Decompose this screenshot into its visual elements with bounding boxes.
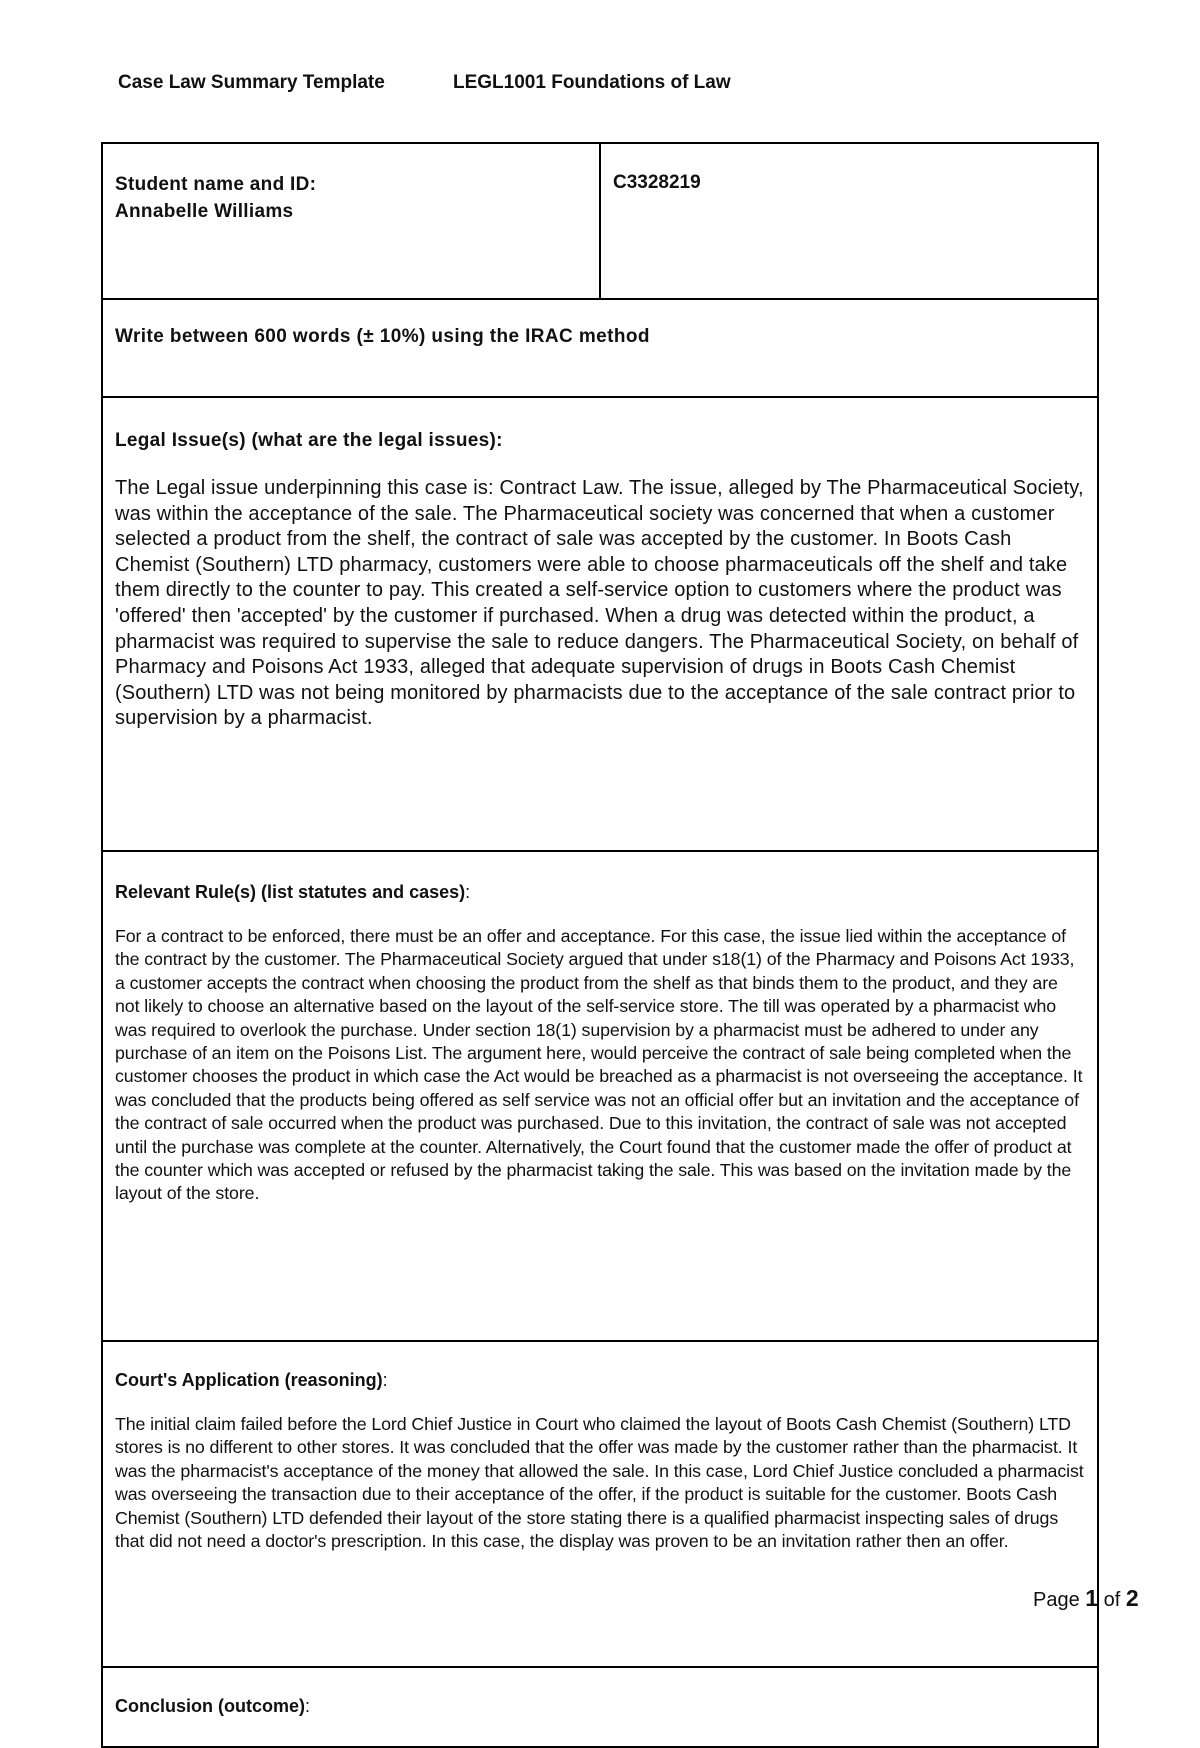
court-application-heading <box>115 1370 1085 1391</box>
student-name: Annabelle Williams <box>115 200 294 222</box>
conclusion-colon: : <box>305 1696 311 1716</box>
total-pages: 2 <box>1125 1585 1139 1611</box>
student-row <box>102 143 1098 299</box>
relevant-rules-colon: : <box>465 882 471 902</box>
conclusion-cell <box>102 1667 1098 1747</box>
page-number <box>1033 1585 1139 1612</box>
legal-issue-text: The Legal issue underpinning this case is: Contract Law. The issue, alleged by The Pharmaceutical Society, was within the acceptance of the sale. The Pharmaceutical society was concerned that when a customer selected a product from the shelf, the contract of sale was accepted by the customer. In Boots Cash Chemist (Southern) LTD pharmacy, customers were able to choose pharmaceuticals off the shelf and take them directly to the counter to pay. This created a self-service option to customers where the product was 'offered' then 'accepted' by the customer if purchased. When a drug was detected within the product, a pharmacist was required to supervise the sale to reduce dangers. The Pharmaceutical Society, on behalf of Pharmacy and Poisons Act 1933, alleged that adequate supervision of drugs in Boots Cash Chemist (Southern) LTD was not being monitored by pharmacists due to the acceptance of the sale contract prior to supervision by a pharmacist. <box>115 477 1084 730</box>
relevant-rules-label: Relevant Rule(s) (list statutes and cases) <box>115 882 466 902</box>
instruction-cell <box>102 299 1098 397</box>
of-word: of <box>1103 1589 1121 1611</box>
legal-issue-heading: Legal Issue(s) (what are the legal issues): <box>115 430 503 451</box>
instruction-row <box>102 299 1098 397</box>
case-summary-table <box>101 142 1099 1748</box>
page-word: Page <box>1033 1589 1080 1611</box>
relevant-rules-row <box>102 851 1098 1341</box>
conclusion-heading <box>115 1696 1085 1717</box>
course-title: LEGL1001 Foundations of Law <box>453 72 731 93</box>
student-id: C3328219 <box>613 172 701 193</box>
page-header <box>118 72 731 94</box>
template-title: Case Law Summary Template <box>118 72 385 93</box>
legal-issue-row <box>102 397 1098 851</box>
student-name-label: Student name and ID: <box>115 174 317 195</box>
current-page: 1 <box>1085 1585 1099 1611</box>
court-application-colon: : <box>382 1370 388 1390</box>
conclusion-label: Conclusion (outcome) <box>115 1696 305 1716</box>
student-name-cell <box>102 143 600 299</box>
legal-issue-cell <box>102 397 1098 851</box>
relevant-rules-heading <box>115 882 1085 903</box>
conclusion-row <box>102 1667 1098 1747</box>
court-application-label: Court's Application (reasoning) <box>115 1370 383 1390</box>
student-id-cell <box>600 143 1098 299</box>
court-application-cell <box>102 1341 1098 1667</box>
court-application-text: The initial claim failed before the Lord Chief Justice in Court who claimed the layout of Boots Cash Chemist (Southern) LTD stores is no different to other stores. It was concluded that the offer was made by the customer rather than the pharmacist. It was the pharmacist's acceptance of the money that allowed the sale. In this case, Lord Chief Justice concluded a pharmacist was overseeing the transaction due to their acceptance of the offer, if the product is suitable for the customer. Boots Cash Chemist (Southern) LTD defended their layout of the store stating there is a qualified pharmacist inspecting sales of drugs that did not need a doctor's prescription. In this case, the display was proven to be an invitation rather then an offer. <box>115 1414 1084 1552</box>
instruction-text: Write between 600 words (± 10%) using the IRAC method <box>115 326 650 347</box>
relevant-rules-text: For a contract to be enforced, there must be an offer and acceptance. For this case, the issue lied within the acceptance of the contract by the customer. The Pharmaceutical Society argued that under s18(1) of the Pharmacy and Poisons Act 1933, a customer accepts the contract when choosing the product from the shelf as that binds them to the product, and they are not likely to choose an alternative based on the layout of the self-service store. The till was operated by a pharmacist who was required to overlook the purchase. Under section 18(1) supervision by a pharmacist must be adhered to under any purchase of an item on the Poisons List. The argument here, would perceive the contract of sale being completed when the customer chooses the product in which case the Act would be breached as a pharmacist is not overseeing the acceptance. It was concluded that the products being offered as self service was not an official offer but an invitation and the acceptance of the contract of sale occurred when the product was purchased. Due to this invitation, the contract of sale was not accepted until the purchase was complete at the counter. Alternatively, the Court found that the customer made the offer of product at the counter which was accepted or refused by the pharmacist taking the sale. This was based on the invitation made by the layout of the store. <box>115 926 1083 1204</box>
relevant-rules-cell <box>102 851 1098 1341</box>
court-application-row <box>102 1341 1098 1667</box>
